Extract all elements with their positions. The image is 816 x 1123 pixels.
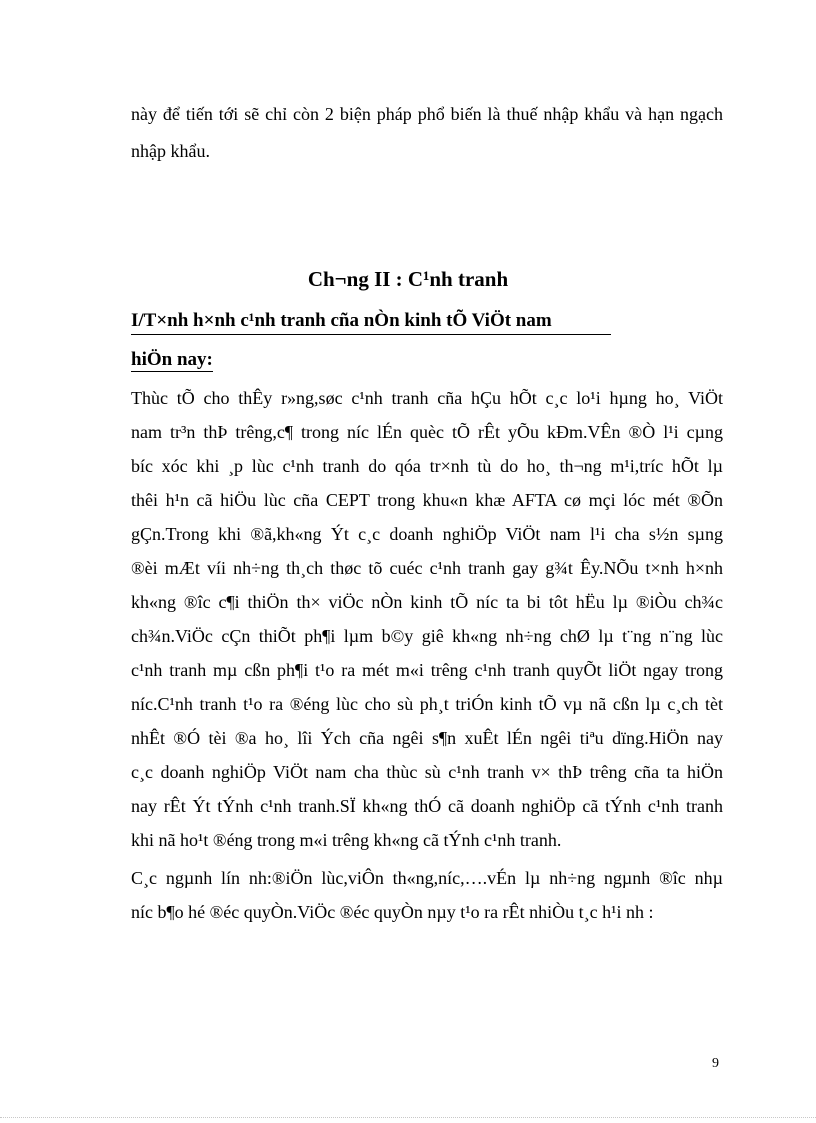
- paragraph-line: bíc xóc khi ¸p lùc c¹nh tranh do qóa tr×nh tù do ho¸ th¬ng m¹i,tríc hÕt lµ: [131, 456, 723, 476]
- paragraph-line: nam tr³n thÞ trêng,c¶ trong níc lÉn quèc tÕ rÊt yÕu kÐm.VÊn ®Ò l¹i cµng: [131, 422, 723, 442]
- paragraph-line: Thùc tÕ cho thÊy r»ng,søc c¹nh tranh cña hÇu hÕt c¸c lo¹i hµng ho¸ ViÖt: [131, 388, 723, 408]
- paragraph-line: níc b¶o hé ®éc quyÒn.ViÖc ®éc quyÒn nµy t¹o ra rÊt nhiÒu t¸c h¹i nh :: [131, 902, 654, 922]
- intro-line-2: nhập khẩu.: [131, 141, 210, 161]
- section-heading-line-1: [131, 309, 611, 335]
- paragraph-line: c¹nh tranh mµ cßn ph¶i t¹o ra mét m«i trêng c¹nh tranh quyÕt liÖt ngay trong: [131, 660, 723, 680]
- paragraph-line: ch¾n.ViÖc cÇn thiÕt ph¶i lµm b©y giê kh«ng nh÷ng chØ lµ t¨ng n¨ng lùc: [131, 626, 723, 646]
- chapter-title: Ch¬ng II : C¹nh tranh: [307, 267, 509, 291]
- page-number: 9: [712, 1056, 719, 1071]
- paragraph-line: nhÊt ®Ó tèi ®a ho¸ lîi Ých cña ngêi s¶n xuÊt lÉn ngêi tiªu dïng.HiÖn nay: [131, 728, 723, 748]
- paragraph-line: kh«ng ®îc c¶i thiÖn th× viÖc nÒn kinh tÕ níc ta bi tôt hËu lµ ®iÒu ch¾c: [131, 592, 723, 612]
- paragraph-line: thêi h¹n cã hiÖu lùc cña CEPT trong khu«n khæ AFTA cø mçi lóc mét ®Õn: [131, 490, 723, 510]
- page-bottom-rule: [0, 1117, 816, 1118]
- intro-line-1: này để tiến tới sẽ chỉ còn 2 biện pháp phổ biến là thuế nhập khẩu và hạn ngạch: [131, 104, 723, 124]
- paragraph-line: ®èi mÆt víi nh÷ng th¸ch thøc tõ cuéc c¹nh tranh gay g¾t Êy.NÕu t×nh h×nh: [131, 558, 723, 578]
- paragraph-line: khi nã ho¹t ®éng trong m«i trêng kh«ng cã tÝnh c¹nh tranh.: [131, 830, 562, 850]
- paragraph-line: c¸c doanh nghiÖp ViÖt nam cha thùc sù c¹nh tranh v× thÞ trêng cña ta hiÖn: [131, 762, 723, 782]
- paragraph-line: níc.C¹nh tranh t¹o ra ®éng lùc cho sù ph¸t triÓn kinh tÕ vµ nã cßn lµ c¸ch tèt: [131, 694, 723, 714]
- paragraph-line: nay rÊt Ýt tÝnh c¹nh tranh.SÏ kh«ng thÓ cã doanh nghiÖp cã tÝnh c¹nh tranh: [131, 796, 723, 816]
- section-heading-text-2: hiÖn nay:: [131, 349, 213, 370]
- section-heading-text-1: I/T×nh h×nh c¹nh tranh cña nÒn kinh tÕ ViÖt nam: [131, 309, 611, 335]
- paragraph-line: gÇn.Trong khi ®ã,kh«ng Ýt c¸c doanh nghiÖp ViÖt nam l¹i cha s½n sµng: [131, 524, 723, 544]
- section-heading-line-2: [131, 348, 213, 372]
- paragraph-line: C¸c ngµnh lín nh:®iÖn lùc,viÔn th«ng,níc,….vÉn lµ nh÷ng ngµnh ®îc nhµ: [131, 868, 723, 888]
